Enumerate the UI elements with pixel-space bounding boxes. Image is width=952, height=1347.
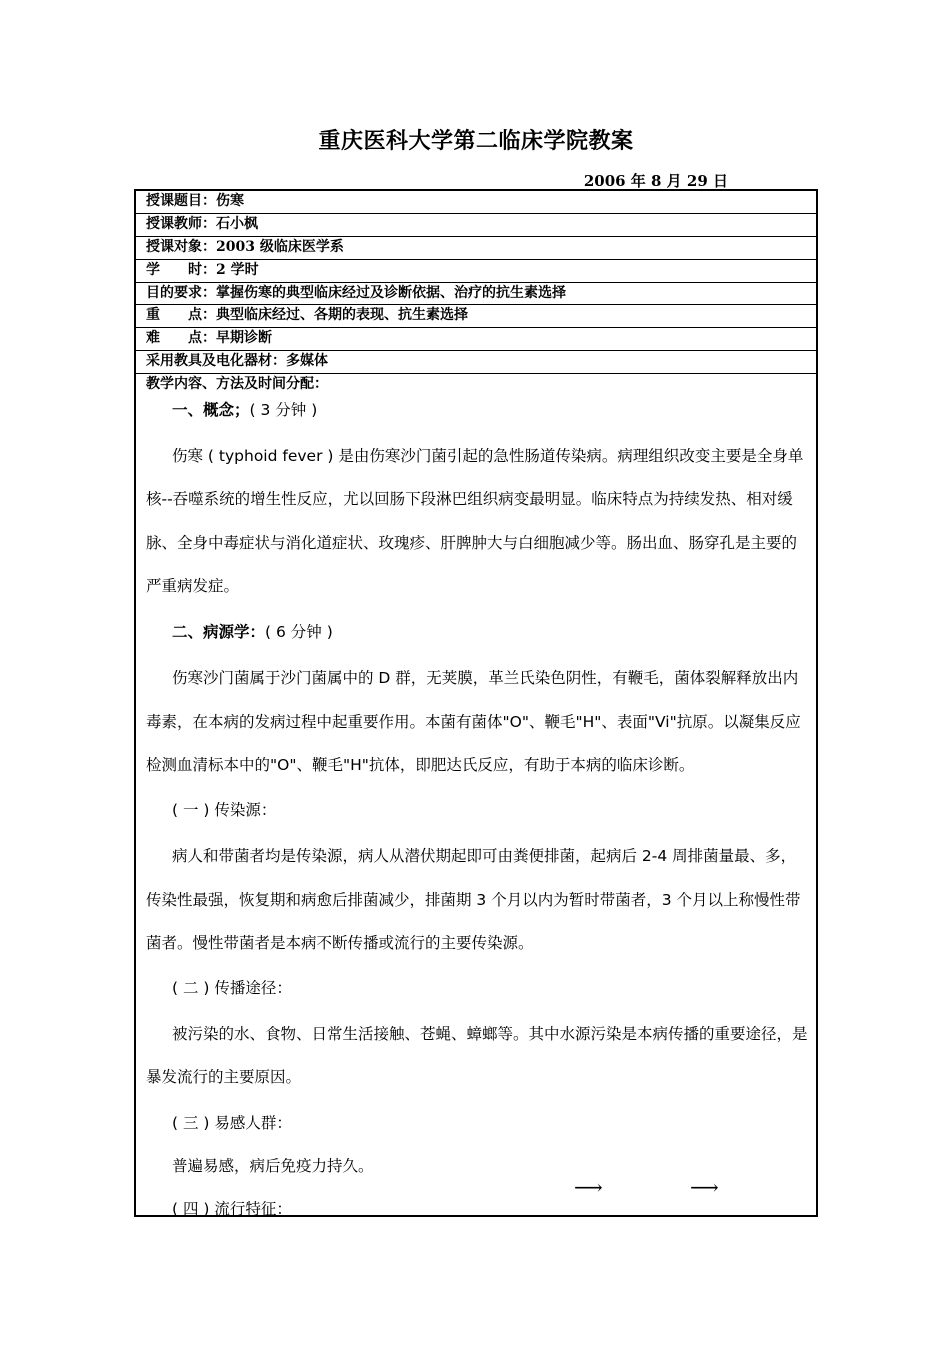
info-row-teacher: 授课教师：石小枫 bbox=[136, 214, 816, 237]
section-heading-concept bbox=[172, 400, 808, 421]
paragraph-transmission: 被污染的水、食物、日常生活接触、苍蝇、蟑螂等。其中水源污染是本病传播的重要途径，是暴发流行的主要原因。 bbox=[146, 1025, 808, 1087]
section-label: 二、病源学： bbox=[172, 623, 266, 642]
info-row-audience: 授课对象：2003 级临床医学系 bbox=[136, 237, 816, 260]
info-row-objectives: 目的要求：掌握伤寒的典型临床经过及诊断依据、治疗的抗生素选择 bbox=[136, 283, 816, 306]
content-heading: 教学内容、方法及时间分配： bbox=[146, 376, 328, 393]
section-heading-etiology bbox=[172, 622, 808, 643]
paragraph-etiology: 伤寒沙门菌属于沙门菌属中的 D 群，无荚膜，革兰氏染色阴性，有鞭毛，菌体裂解释放出内毒素，在本病的发病过程中起重要作用。本菌有菌体"O"、鞭毛"H"、表面"Vi"抗原。以凝集反应检测血清标本中的"O"、鞭毛"H"抗体，即肥达氏反应，有助于本病的临床诊断。 bbox=[146, 669, 801, 774]
info-row-hours: 学 时：2 学时 bbox=[136, 260, 816, 283]
right-arrow-icon: ⟶ bbox=[690, 1175, 719, 1199]
paragraph-concept: 伤寒 ( typhoid fever ) 是由伤寒沙门菌引起的急性肠道传染病。病理组织改变主要是全身单核--吞噬系统的增生性反应，尤以回肠下段淋巴组织病变最明显。临床特点为持续发热、相对缓脉、全身中毒症状与消化道症状、玫瑰疹、肝脾肿大与白细胞减少等。肠出血、肠穿孔是主要的严重病发症。 bbox=[146, 447, 804, 596]
subheading-susceptible: ( 三 ) 易感人群： bbox=[172, 1113, 292, 1132]
section-time: ( 6 分钟 ) bbox=[265, 623, 333, 642]
info-row-materials: 采用教具及电化器材：多媒体 bbox=[136, 351, 816, 374]
info-row-difficulties: 难 点：早期诊断 bbox=[136, 328, 816, 351]
right-arrow-icon: ⟶ bbox=[574, 1175, 603, 1199]
section-label: 一、概念； bbox=[172, 401, 250, 420]
document-title: 重庆医科大学第二临床学院教案 bbox=[318, 128, 634, 154]
arrow-sequence bbox=[574, 1175, 806, 1199]
info-row-key-points: 重 点：典型临床经过、各期的表现、抗生素选择 bbox=[136, 305, 816, 328]
subheading-infection-source: ( 一 ) 传染源： bbox=[172, 801, 277, 820]
teaching-content bbox=[136, 374, 816, 1220]
lesson-plan-table bbox=[134, 189, 818, 1217]
info-row-topic: 授课题目：伤寒 bbox=[136, 191, 816, 214]
section-time: ( 3 分钟 ) bbox=[249, 401, 318, 420]
subheading-transmission: ( 二 ) 传播途径： bbox=[172, 979, 292, 998]
paragraph-susceptible: 普遍易感，病后免疫力持久。 bbox=[172, 1156, 374, 1175]
subheading-epidemic: ( 四 ) 流行特征： bbox=[172, 1199, 292, 1218]
document-date: 2006 年 8 月 29 日 bbox=[583, 172, 728, 190]
paragraph-infection-source: 病人和带菌者均是传染源，病人从潜伏期起即可由粪便排菌，起病后 2-4 周排菌量最、多，传染性最强，恢复期和病愈后排菌减少，排菌期 3 个月以内为暂时带菌者，3 个月以上称慢性带菌者。慢性带菌者是本病不断传播或流行的主要传染源。 bbox=[146, 847, 801, 952]
